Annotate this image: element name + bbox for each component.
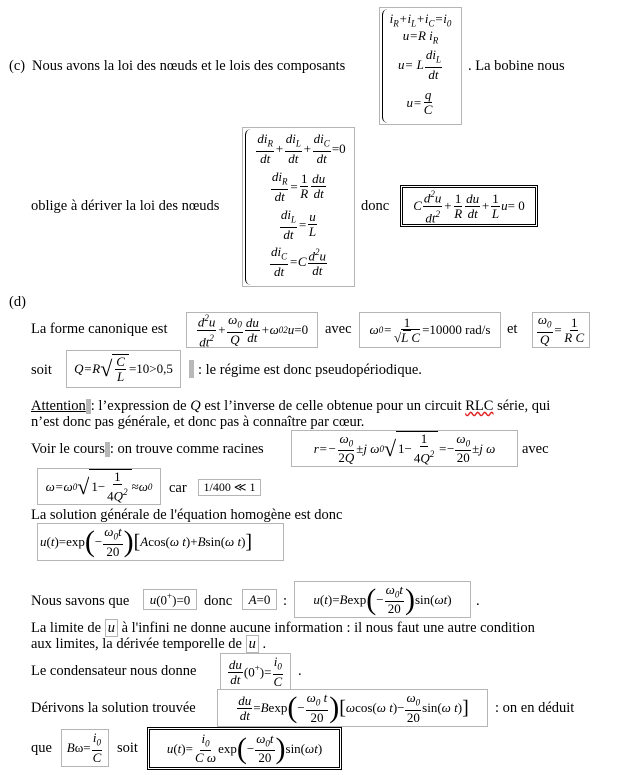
text-cursor-marker	[105, 442, 110, 457]
derivative-initial-equation: $\frac{du}{dt}$ (0+)= $\frac{i_0}{C}$	[220, 653, 291, 691]
part-c-after-system: . La bobine nous	[468, 58, 565, 74]
colon-text: :	[283, 593, 288, 609]
limite-line2	[31, 636, 266, 653]
limite-line2-text: aux limites, la dérivée temporelle de	[31, 636, 242, 652]
inductor-equation: u= L $\frac{di_L}{dt}$	[398, 47, 441, 82]
capacitor-equation: u= $\frac{q}{C}$	[406, 87, 433, 117]
attention-label: Attention	[31, 398, 86, 414]
limite-text2: à l'infini ne donne aucune information : il nous faut une autre condition	[121, 620, 535, 636]
u-variable: u	[246, 635, 259, 653]
B-equation: B ω= $\frac{i_0}{C}$	[61, 729, 109, 767]
approx-box	[198, 479, 261, 496]
attention-text1: : l’expression de	[90, 398, 187, 414]
quality-factor-equation: Q=R √ $\frac{C}{L}$ =10>0,5	[66, 350, 181, 388]
part-c-line2: oblige à dériver la loi des nœuds	[31, 198, 220, 214]
text-cursor-marker	[86, 399, 91, 414]
savons-text: Nous savons que	[31, 593, 130, 609]
roots-equation: r=− $\frac{\omega_0}{2Q}$ ± j ω 0 √ 1− $\frac{1}{4Q^2}$ = − $\frac{\omega_0}{20}$ ± j ω	[291, 430, 518, 467]
limite-text1: La limite de	[31, 620, 102, 636]
dot-text: .	[298, 663, 302, 679]
canonical-form-equation: $\frac{d^2u}{dt^2}$ + $\frac{\omega_0}{Q}$ $\frac{du}{dt}$ +ω 0 2 u =0	[186, 312, 318, 348]
result-differential-equation: C $\frac{d^2u}{dt^2}$ + $\frac{1}{R}$ $\frac{du}{dt}$ + $\frac{1}{L}$ u = 0	[400, 185, 538, 227]
limite-line1	[31, 620, 535, 637]
part-c-label: (c)	[9, 58, 26, 74]
part-d-label: (d)	[9, 294, 26, 310]
omega0-over-Q-equation: $\frac{\omega_0}{Q}$ = $\frac{1}{\text{R C}}$	[532, 312, 590, 348]
dot-text: .	[476, 593, 480, 609]
solution-B-equation: u ( t )= B exp ( − $\frac{\omega_0t}{20}$ ) sin( ωt )	[294, 581, 471, 618]
derived-resistor-equation: $\frac{di_R}{dt}$ = $\frac{1}{R}$ $\frac{du}{dt}$	[271, 169, 326, 204]
canon-text: La forme canonique est	[31, 321, 168, 337]
avec-text: avec	[325, 321, 352, 337]
general-text: La solution générale de l'équation homogène est donc	[31, 507, 343, 523]
u-variable: u	[105, 619, 118, 637]
soit-text: soit	[31, 362, 52, 378]
derivative-equation: $\frac{du}{dt}$ = B exp ( − $\frac{\omega_0 t}{20}$ ) [ ω cos( ω t )− $\frac{\omega_0}{20}$ sin( ω t ) ]	[217, 689, 488, 727]
derived-inductor-equation: $\frac{di_L}{dt}$ = $\frac{u}{L}$	[280, 207, 317, 242]
car-text: car	[169, 480, 187, 496]
attention-text2: est l’inverse de celle obtenue pour un circuit	[204, 398, 462, 414]
attention-text3: série, qui	[497, 398, 551, 414]
q-value: =10>0,5	[128, 361, 173, 376]
attention-line1	[31, 398, 550, 415]
kirchhoff-node-equation: $i_R+i_L+i_C=i_0$	[389, 11, 452, 29]
final-solution-equation: u ( t )= $\frac{i_0}{\text{C ω}}$ exp ( − $\frac{\omega_0t}{20}$ ) sin( ωt )	[147, 727, 342, 770]
condens-text: Le condensateur nous donne	[31, 663, 197, 679]
general-solution-equation: u ( t )=exp ( − $\frac{\omega_0t}{20}$ ) [ A cos( ω t )+ B sin( ω t ) ]	[37, 523, 284, 561]
omega0-value: 10000	[429, 322, 462, 337]
dot-text: .	[262, 636, 267, 652]
attention-line2: n’est donc pas générale, et donc pas à connaître par cœur.	[31, 414, 365, 430]
derived-capacitor-equation: $\frac{di_C}{dt}$ =C $\frac{d^2u}{dt}$	[270, 244, 327, 279]
omega-equation: ω=ω 0 √ 1− $\frac{1}{4Q^2}$ ≈ ω 0	[37, 468, 161, 505]
system-equations-1	[379, 7, 462, 125]
cours-text: : on trouve comme racines	[109, 441, 264, 457]
text-cursor-marker	[189, 360, 194, 378]
derived-node-equation: $\frac{di_R}{dt}$ + $\frac{di_L}{dt}$ + $\frac{di_C}{dt}$ =0	[257, 131, 346, 166]
regime-text: : le régime est donc pseudopériodique.	[198, 362, 422, 378]
deduit-text: : on en déduit	[495, 700, 575, 716]
derivons-text: Dérivons la solution trouvée	[31, 700, 196, 716]
cours-line	[31, 441, 264, 458]
resistor-equation: u=R $i_R$	[402, 28, 439, 46]
cours-label: Voir le cours	[31, 441, 105, 457]
et-text: et	[507, 321, 518, 337]
initial-condition-equation: u (0+)=0	[143, 589, 197, 610]
donc-text: donc	[204, 593, 233, 609]
avec2-text: avec	[522, 441, 549, 457]
omega0-equation: ω 0 = $\frac{1}{\text{√L C}}$ = 10000 rad/s	[359, 312, 501, 348]
A-equation: A =0	[242, 589, 277, 610]
attention-rlc: RLC	[465, 398, 494, 414]
system-equations-2	[242, 127, 355, 287]
attention-Q: Q	[190, 398, 201, 414]
part-c-donc: donc	[361, 198, 390, 214]
soit2-text: soit	[117, 740, 138, 756]
omega0-unit: rad/s	[465, 322, 491, 337]
que-text: que	[31, 740, 52, 756]
approx-value: 1/400 ≪ 1	[203, 480, 256, 494]
part-c-intro: Nous avons la loi des nœuds et le lois des composants	[32, 58, 346, 74]
